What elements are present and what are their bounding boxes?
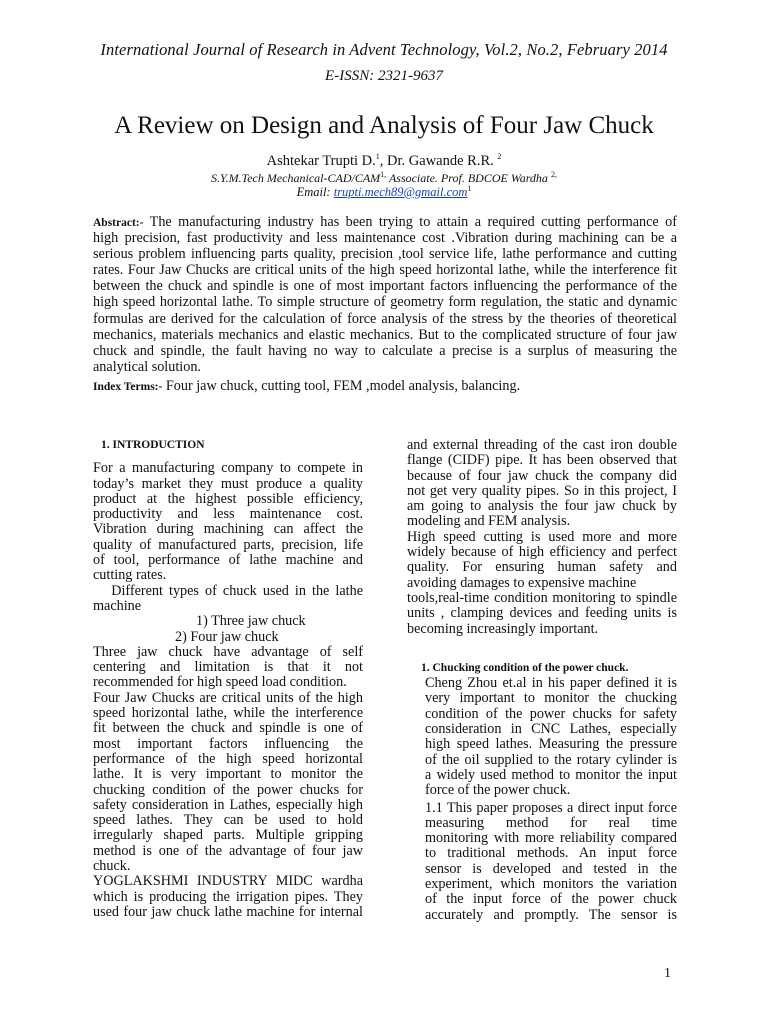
body-line: Different types of chuck used in the lathe <box>93 582 363 599</box>
body-line: flange (CIDF) pipe. It has been observed that <box>407 452 677 469</box>
affiliation-2-sup: 2, <box>550 170 557 179</box>
body-line: machine <box>93 597 142 614</box>
body-line: chuck. <box>93 858 131 875</box>
paper-authors <box>0 152 768 170</box>
body-line: very important to monitor the chucking <box>425 690 677 707</box>
paper-title: A Review on Design and Analysis of Four Jaw Chuck <box>114 112 654 139</box>
left-column <box>93 438 363 920</box>
index-terms <box>93 378 520 395</box>
abstract-line: formulas are derived for the calculation of force analysis of the stress by the theories of theoretical <box>93 310 677 327</box>
body-line: High speed cutting is used more and more <box>407 528 677 545</box>
abstract <box>93 214 677 375</box>
body-line: method is one of the advantage of four jaw <box>93 842 363 859</box>
section-heading-chucking: 1. Chucking condition of the power chuck. <box>421 661 629 674</box>
affiliation-2: Associate. Prof. BDCOE Wardha <box>386 171 551 185</box>
body-line: productivity and less maintenance cost. <box>93 506 363 523</box>
abstract-line: rates. Four Jaw Chucks are critical units of the high speed horizontal lathe, while the interference fit <box>93 262 677 279</box>
body-line: Four Jaw Chucks are critical units of the high <box>93 689 363 706</box>
affiliation-1: S.Y.M.Tech Mechanical-CAD/CAM <box>211 171 381 185</box>
body-line: to traditional methods. An input force <box>425 845 677 862</box>
body-line: becoming increasingly important. <box>407 620 599 637</box>
body-line: cutting rates. <box>93 567 167 584</box>
body-line: chucking condition of the power chucks for <box>93 781 363 798</box>
body-line: measuring method for real time <box>425 814 677 831</box>
body-line: which is producing the irrigation pipes. They <box>93 888 363 905</box>
body-line: recommended for high speed load condition. <box>93 674 347 691</box>
body-line: most important factors influencing the <box>93 735 363 752</box>
body-line: of the oil supplied to the rotary cylinder is <box>425 751 677 768</box>
body-line: of the input force of the power chuck <box>425 891 677 908</box>
body-line: product at the highest possible efficiency, <box>93 490 363 507</box>
body-line: and external threading of the cast iron double <box>407 437 677 453</box>
body-line: tools,real-time condition monitoring to spindle <box>407 589 677 606</box>
affiliation-1-sup: 1, <box>380 170 387 179</box>
body-line: Three jaw chuck have advantage of self <box>93 643 363 660</box>
body-line: centering and limitation is that it not <box>93 659 363 676</box>
body-line: force of the power chuck. <box>425 782 571 799</box>
body-line: speed horizontal lathe, while the interference <box>93 705 363 722</box>
body-line: not get very quality pipes. So in this project, I <box>407 482 677 499</box>
body-line: modeling and FEM analysis. <box>407 513 571 530</box>
body-line: quality of manufactured parts, precision, life <box>93 536 363 553</box>
body-line: YOGLAKSHMI INDUSTRY MIDC wardha <box>93 873 363 890</box>
body-line: Cheng Zhou et.al in his paper defined it is <box>425 675 677 692</box>
list-item: 1) Three jaw chuck <box>196 613 306 630</box>
body-line: experiment, which monitors the variation <box>425 876 677 893</box>
author-2: , Dr. Gawande R.R. <box>379 152 498 169</box>
index-terms-text: Four jaw chuck, cutting tool, FEM ,model analysis, balancing. <box>162 378 521 394</box>
body-line: speed lathes. They can be used to hold <box>93 812 363 829</box>
author-1-sup: 1 <box>375 152 380 161</box>
body-line: avoiding damages to expensive machine <box>407 574 637 591</box>
email-line <box>0 184 768 200</box>
section-heading-introduction: 1. INTRODUCTION <box>101 439 205 451</box>
right-column <box>407 438 677 923</box>
body-line: irregularly shaped parts. Multiple gripping <box>93 827 363 844</box>
body-line: units , clamping devices and feeding units is <box>407 605 677 622</box>
body-line: lathe. It is very important to monitor the <box>93 766 363 783</box>
body-line: quality. For ensuring human safety and <box>407 559 677 576</box>
body-line: widely because of high efficiency and perfect <box>407 544 677 561</box>
body-line: monitoring with more reliability compared <box>425 830 677 847</box>
body-line: today’s market they must produce a quality <box>93 475 363 492</box>
email-label: Email: <box>296 185 334 200</box>
body-line: consideration in CNC Lathes, especially <box>425 721 677 738</box>
abstract-line: Abstract:- The manufacturing industry has been trying to attain a required cutting performance of <box>93 214 677 230</box>
body-line: Vibration during machining can affect the <box>93 521 363 538</box>
chucking-paragraph <box>407 676 677 798</box>
body-line: fit between the chuck and spindle is one of <box>93 720 363 737</box>
email-sup: 1 <box>467 184 472 193</box>
list-item: 2) Four jaw chuck <box>175 628 279 645</box>
body-line: safety consideration in Lathes, especially high <box>93 796 363 813</box>
email-link[interactable]: trupti.mech89@gmail.com <box>333 185 468 200</box>
abstract-line: analytical solution. <box>93 358 201 375</box>
measuring-paragraph <box>407 801 677 923</box>
author-1: Ashtekar Trupti D. <box>266 152 376 169</box>
abstract-label: Abstract:- <box>93 217 144 229</box>
body-line: because of four jaw chuck the company did <box>407 467 677 484</box>
index-terms-label: Index Terms:- <box>93 381 163 393</box>
abstract-line: between the chuck and spindle is one of most important factors influencing the performance of the <box>93 278 677 295</box>
body-line: of tool, performance of lathe machine and <box>93 552 363 569</box>
abstract-line: serious problem influencing parts quality, precision ,tool service life, lathe performance and cutting <box>93 246 677 263</box>
body-line: performance of the high speed horizontal <box>93 750 363 767</box>
body-line: sensor is developed and tested in the <box>425 860 677 877</box>
body-line: For a manufacturing company to compete in <box>93 460 363 477</box>
body-line: condition of the power chucks for safety <box>425 705 677 722</box>
author-2-sup: 2 <box>497 152 502 161</box>
body-line: high speed lathes. Measuring the pressure <box>425 736 677 753</box>
body-line: used four jaw chuck lathe machine for internal <box>93 903 363 920</box>
body-line: a widely used method to monitor the input <box>425 766 677 783</box>
body-line: am going to analysis the four jaw chuck by <box>407 498 677 515</box>
abstract-line: mechanics, materials mechanics and elastic mechanics. But to the complicated structure of four jaw <box>93 326 677 343</box>
page-number: 1 <box>664 966 671 981</box>
body-line: 1.1 This paper proposes a direct input force <box>425 799 677 816</box>
issn-header: E-ISSN: 2321-9637 <box>325 68 443 84</box>
abstract-line: high precision, fast productivity and less maintenance cost .Vibration during machining can be a <box>93 230 677 247</box>
abstract-line: chuck and spindle, the fault having no way to calculate a precise is a surplus of measuring the <box>93 342 677 359</box>
spacer <box>407 637 677 661</box>
body-line: accurately and promptly. The sensor is <box>425 906 677 923</box>
journal-header: International Journal of Research in Advent Technology, Vol.2, No.2, February 2014 <box>100 40 668 59</box>
abstract-line: high speed horizontal lathe. To simple structure of geometry form regulation, the static and dynamic <box>93 294 677 311</box>
